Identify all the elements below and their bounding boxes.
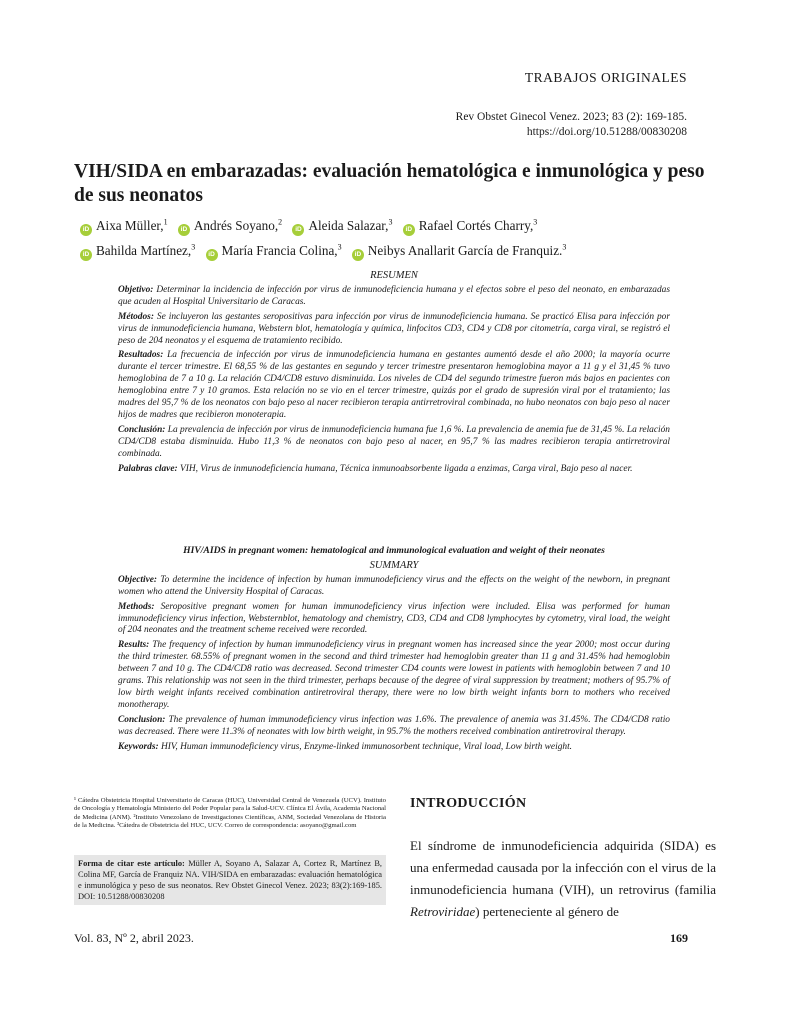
introduction-heading: INTRODUCCIÓN: [410, 796, 527, 811]
summary-block: [118, 545, 670, 757]
summary-conclusion: Conclusion: The prevalence of human immunodeficiency virus infection was 1.6%. The prevalence of anemia was 31.45%. The CD4/CD8 ratio was decreased. There were 11.3% of neonates with low birth weight, in 95.7% the mothers received combination antiretroviral therapy.: [118, 714, 670, 737]
page-number: 169: [670, 931, 688, 945]
orcid-icon[interactable]: iD: [403, 224, 415, 236]
summary-methods: Methods: Seropositive pregnant women for human immunodeficiency virus infection were included. Elisa was performed for human immunodeficiency virus infection, Websternblot, hematology and chemistry, CD3, CD4 and CD8 lymphocytes by cytometry, viral load, the weight of 204 neonates and the treatment scheme received were recorded.: [118, 601, 670, 636]
orcid-icon[interactable]: iD: [80, 249, 92, 261]
author-item: iD Aixa Müller,$^1$: [78, 218, 168, 233]
orcid-icon[interactable]: iD: [80, 224, 92, 236]
orcid-icon[interactable]: iD: [292, 224, 304, 236]
author-item: iD Andrés Soyano,$^2$: [176, 218, 282, 233]
cite-article-box: [74, 855, 386, 905]
orcid-icon[interactable]: iD: [178, 224, 190, 236]
resumen-palabras-clave: Palabras clave: VIH, Virus de inmunodeficiencia humana, Técnica inmunoabsorbente ligada a enzimas, Carga viral, Bajo peso al nacer.: [118, 463, 633, 474]
author-item: iD Neibys Anallarit García de Franquiz.$^3$: [350, 243, 566, 258]
summary-heading: SUMMARY: [369, 559, 419, 571]
summary-results: Results: The frequency of infection by human immunodeficiency virus in pregnant women has increased since the year 2000; most occur during the third trimester. 68.55% of pregnant women in the second and third trimester had hemoglobin greater than 11 g and 31.45% had hemoglobin between 7 and 10 g. The CD4/CD8 ratio was decreased. Second trimester CD4 counts were lowest in patients with hemoglobin between 7 and 10 grams. This relationship was not seen in the third trimester, perhaps because of the degree of viral suppression by treatment; mothers of 95.7% of low birth weight infants received combination antiretroviral therapy, there were no low birth weight infants born to mothers who received monotherapy.: [118, 640, 671, 710]
summary-keywords: Keywords: HIV, Human immunodeficiency virus, Enzyme-linked immunosorbent technique, Viral load, Low birth weight.: [118, 741, 573, 752]
resumen-heading: RESUMEN: [370, 270, 418, 281]
summary-objective: Objective: To determine the incidence of infection by human immunodeficiency virus and the effects on the weight of the newborn, in pregnant women who attend the University Hospital of Caracas.: [118, 574, 671, 597]
resumen-block: [118, 270, 670, 479]
orcid-icon[interactable]: iD: [352, 249, 364, 261]
affiliation-footnotes: ¹ Cátedra Obstetricia Hospital Universitario de Caracas (HUC), Universidad Central de Venezuela (UCV). Instituto de Oncología y Hematología Ministerio del Poder Popular para la Salud-UCV. Clínica El Ávila, Academia Nacional de Medicina (ANM). ²Instituto Venezolano de Investigaciones Científicas, ANM, Sociedad Venezolana de Historia de la Medicina. ³Cátedra de Obstetricia del HUC, UCV. Correo de correspondencia: asoyano@gmail.com: [74, 797, 386, 830]
journal-reference: Rev Obstet Ginecol Venez. 2023; 83 (2): 169-185.: [455, 111, 687, 123]
cite-label: Forma de citar este artículo:: [78, 859, 185, 868]
introduction-text: El síndrome de inmunodeficiencia adquirida (SIDA) es una enfermedad causada por la infección con el virus de la inmunodeficiencia humana (VIH), un retrovirus (familia Retroviridae) perteneciente al género de: [410, 838, 716, 919]
orcid-icon[interactable]: iD: [206, 249, 218, 261]
resumen-metodos: Métodos: Se incluyeron las gestantes seropositivas para infección por virus de inmunodeficiencia humana. Se practicó Elisa para infección por virus de inmunodeficiencia humana, Webstern blot, hematología y química, linfocitos CD3, CD4 y CD8 por citometría, carga viral, se registró el peso de 204 neonatos y el esquema de tratamiento recibido.: [118, 311, 670, 346]
journal-citation: [456, 110, 687, 140]
article-title: VIH/SIDA en embarazadas: evaluación hematológica e inmunológica y peso de sus neonatos: [74, 161, 705, 206]
author-item: iD Bahilda Martínez,$^3$: [78, 243, 195, 258]
section-label: TRABAJOS ORIGINALES: [524, 70, 687, 85]
resumen-conclusion: Conclusión: La prevalencia de infección por virus de inmunodeficiencia humana fue 1,6 %. La prevalencia de anemia fue de 31,45 %. La relación CD4/CD8 estaba disminuida. Hubo 11,3 % de neonatos con bajo peso al nacer, en 95,7 % las madres recibieron terapia antirretroviral combinada.: [118, 424, 670, 459]
author-item: iD Aleida Salazar,$^3$: [290, 218, 392, 233]
doi-link[interactable]: https://doi.org/10.51288/00830208: [526, 126, 687, 138]
issue-footer: Vol. 83, Nº 2, abril 2023.: [74, 931, 194, 945]
english-title: HIV/AIDS in pregnant women: hematological and immunological evaluation and weight of their neonates: [183, 545, 605, 556]
resumen-resultados: Resultados: La frecuencia de infección por virus de inmunodeficiencia humana en gestantes aumentó desde el año 2000; la mayoría ocurre durante el tercer trimestre. El 68,55 % de las gestantes en segundo y tercer trimestre presentaron hemoglobina mayor a 11 g y el 31,45 % tuvo hemoglobina de 7 a 10 g. La relación CD4/CD8 estuvo disminuida. Los niveles de CD4 del segundo trimestre fueron más bajos en pacientes con hemoglobina entre 7 y 10 gramos. Esta relación no se vio en el tercer trimestre, quizás por el grado de supresión viral por el tratamiento; las madres del 95,7 % de los neonatos con bajo peso al nacer recibieron terapia antirretroviral combinada, no hubo neonatos con bajo peso al nacer hijos de madres que recibieron monoterapia.: [118, 350, 671, 420]
cite-text: Müller A, Soyano A, Salazar A, Cortez R, Martínez B, Colina MF, García de Franquiz NA. VIH/SIDA en embarazadas: evaluación hematológica e inmunológica y peso de sus neonatos. Rev Obstet Ginecol Venez. 2023; 83(2):169-185. DOI: 10.51288/00830208: [78, 859, 383, 901]
author-list: [78, 212, 718, 261]
author-item: iD María Francia Colina,$^3$: [204, 243, 342, 258]
author-item: iD Rafael Cortés Charry,$^3$: [401, 218, 538, 233]
resumen-objetivo: Objetivo: Determinar la incidencia de infección por virus de inmunodeficiencia humana y el efectos sobre el peso del neonato, en embarazadas que acuden al Hospital Universitario de Caracas.: [118, 284, 670, 307]
